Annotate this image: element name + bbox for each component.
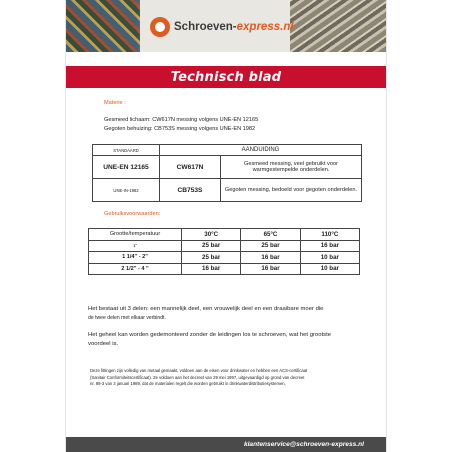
value-cell: 16 bar [241,263,300,275]
value-cell: 10 bar [300,263,359,275]
logo-text: Schroeven-express.nl [174,21,294,33]
size-cell: 2 1/2" - 4 " [89,263,182,275]
table-row [89,229,360,241]
table-row [93,179,362,202]
certification-disclaimer: Deze fittingen zijn volledig van metaal gemaakt, voldoen aan de eisen voor drinkwater en hebben een ACS-certificaat (Sanitair Conformiteitscertificaat). Ze voldoen aan het decreet van 29 mei 1997, uitgevaardigd op grond van decreet nr. 89-3 van 3 januari 1989, dat de materialen regelt die worden gebruikt in drinkwaterdistributiesystemen. [90,368,308,387]
value-cell: 10 bar [300,252,359,264]
header-cell: 110°C [300,229,359,241]
header-cell: 65°C [241,229,300,241]
table-row [89,263,360,275]
value-cell: 25 bar [182,252,241,264]
value-cell: 16 bar [182,263,241,275]
table-row [89,240,360,252]
document-page [66,0,386,452]
header-cell: STANDAARD [93,145,160,156]
code-cell: CW617N [160,156,221,179]
size-cell: 1" [89,240,182,252]
header-cell: AANDUIDING [160,145,362,156]
description-cell: Gegoten messing, bedoeld voor gegoten onderdelen. [221,179,362,202]
paragraph-1-line-2: de twee delen met elkaar verbindt. [88,315,166,321]
footer-bar [66,437,386,452]
footer-email-link[interactable]: klantenservice@schroeven-express.nl [243,441,364,448]
standard-cell: UNE-EN 12165 [93,156,160,179]
brand-logo [150,14,294,40]
materie-line-1: Gesmeed lichaam: CW617N messing volgens UNE-EN 12165 [104,117,259,123]
header-banner [66,0,386,52]
logo-icon [150,17,170,37]
materie-label: Materie : [104,100,126,106]
page-title: Technisch blad [66,66,386,88]
table-row [93,145,362,156]
usage-label: Gebruiksvoorwaarden: [104,211,161,217]
tools-photo-left [66,0,140,52]
value-cell: 25 bar [241,240,300,252]
size-cell: 1 1/4" - 2" [89,252,182,264]
value-cell: 16 bar [300,240,359,252]
paragraph-1-line-1: Het bestaat uit 3 delen: een mannelijk deel, een vrouwelijk deel en een draaibare moer die [88,306,324,312]
standards-table [92,144,362,202]
paragraph-2-line-2: voordeel is. [88,341,119,347]
value-cell: 25 bar [182,240,241,252]
header-cell: Grootte/temperatuur [89,229,182,241]
standard-cell: UNE-IN-1982 [93,179,160,202]
table-row [89,252,360,264]
screws-photo-right [290,0,386,52]
pressure-table [88,228,360,275]
header-cell: 30°C [182,229,241,241]
code-cell: CB753S [160,179,221,202]
paragraph-2-line-1: Het geheel kan worden gedemonteerd zonder de leidingen los te schroeven, wat het grootste [88,332,331,338]
description-cell: Gesmeed messing, veel gebruikt voor warmgestempelde onderdelen. [221,156,362,179]
value-cell: 16 bar [241,252,300,264]
table-row [93,156,362,179]
materie-line-2: Gegoten behuizing: CB753S messing volgens UNE-EN 1982 [104,126,256,132]
